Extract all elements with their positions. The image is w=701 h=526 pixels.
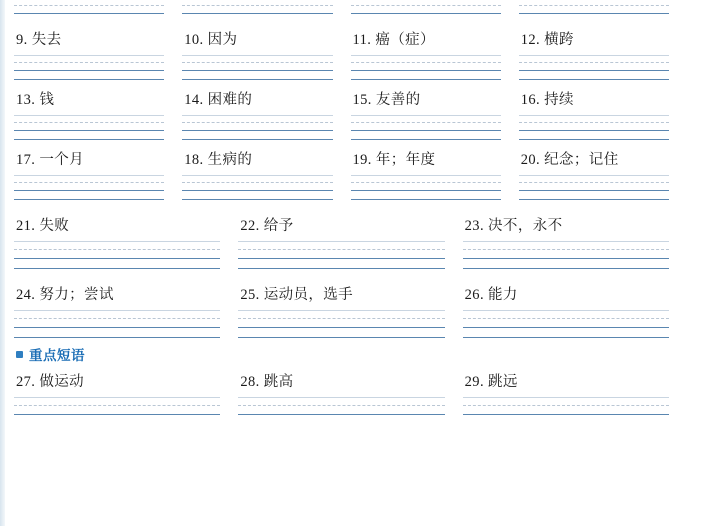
vocab-item-number: 17.	[16, 152, 36, 168]
vocab-item-number: 13.	[16, 92, 36, 108]
vocab-item-label	[519, 30, 677, 50]
vocab-item-number: 25.	[240, 287, 260, 303]
rule-line	[14, 13, 164, 14]
worksheet-row-partial	[14, 0, 687, 14]
writing-lines[interactable]	[14, 310, 228, 338]
vocab-item-word: 运动员，选手	[263, 287, 354, 303]
worksheet-cell	[351, 0, 519, 14]
worksheet-cell	[14, 285, 238, 338]
worksheet-cell	[351, 90, 519, 140]
vocab-item-number: 11.	[352, 32, 372, 48]
rule-line	[351, 199, 501, 200]
writing-lines[interactable]	[519, 55, 677, 80]
writing-lines[interactable]	[14, 397, 228, 415]
writing-lines[interactable]	[14, 175, 172, 200]
rule-line	[463, 337, 669, 338]
rule-line	[182, 199, 332, 200]
vocab-item-number: 9.	[16, 32, 28, 48]
worksheet-cell	[463, 372, 687, 415]
vocab-item-number: 16.	[520, 92, 541, 108]
rule-line	[14, 268, 220, 269]
vocab-item-number: 29.	[464, 374, 484, 390]
rule-line	[238, 414, 444, 415]
vocab-item-label	[351, 30, 509, 50]
writing-lines[interactable]	[182, 55, 340, 80]
worksheet-cell	[14, 216, 238, 269]
worksheet-cell	[351, 150, 519, 200]
rule-line	[238, 268, 444, 269]
vocab-item-label	[238, 285, 452, 305]
rule-line	[519, 139, 669, 140]
rule-line	[14, 199, 164, 200]
worksheet-cell	[14, 150, 182, 200]
worksheet-cell	[463, 216, 687, 269]
writing-lines[interactable]	[351, 175, 509, 200]
worksheet-cell	[14, 0, 182, 14]
rule-line	[14, 414, 220, 415]
vocab-item-label	[519, 150, 677, 170]
worksheet-cell	[351, 30, 519, 80]
rule-line	[14, 337, 220, 338]
worksheet-row	[14, 90, 687, 140]
writing-lines[interactable]	[351, 5, 509, 14]
vocab-item-number: 24.	[16, 287, 36, 303]
vocab-item-number: 18.	[184, 152, 204, 168]
vocab-item-number: 20.	[520, 152, 541, 168]
worksheet-row	[14, 216, 687, 269]
vocab-item-label	[182, 150, 340, 170]
vocab-item-word: 跳高	[263, 374, 294, 390]
worksheet-cell	[519, 0, 687, 14]
vocab-item-label	[182, 90, 340, 110]
writing-lines[interactable]	[519, 5, 677, 14]
writing-lines[interactable]	[519, 115, 677, 140]
vocab-item-label	[238, 372, 452, 392]
rule-line	[351, 79, 501, 80]
vocab-item-label	[14, 90, 172, 110]
vocab-item-word: 努力；尝试	[39, 287, 114, 303]
rule-line	[463, 268, 669, 269]
vocab-item-word: 做运动	[39, 374, 85, 390]
rule-line	[519, 199, 669, 200]
page-binding-edge	[0, 0, 5, 526]
writing-lines[interactable]	[182, 175, 340, 200]
vocab-item-number: 10.	[184, 32, 204, 48]
writing-lines[interactable]	[14, 5, 172, 14]
vocab-item-label	[14, 216, 228, 236]
rule-line	[351, 139, 501, 140]
worksheet-cell	[238, 216, 462, 269]
worksheet-row	[14, 30, 687, 80]
vocab-item-number: 27.	[16, 374, 36, 390]
rule-line	[519, 79, 669, 80]
vocab-item-label	[238, 216, 452, 236]
rule-line	[14, 139, 164, 140]
rule-line	[182, 139, 332, 140]
vocab-item-word: 跳远	[488, 374, 518, 390]
rule-line	[519, 13, 669, 14]
vocab-item-word: 年；年度	[375, 152, 436, 168]
worksheet-cell	[182, 0, 350, 14]
vocab-item-word: 困难的	[207, 92, 253, 108]
vocab-item-word: 纪念；记住	[544, 152, 619, 168]
vocab-item-number: 26.	[464, 287, 484, 303]
worksheet-cell	[14, 30, 182, 80]
vocab-item-word: 癌（症）	[375, 32, 435, 48]
worksheet-cell	[14, 372, 238, 415]
writing-lines[interactable]	[14, 55, 172, 80]
writing-lines[interactable]	[463, 310, 677, 338]
vocab-item-word: 决不，永不	[488, 218, 563, 234]
vocab-item-word: 生病的	[207, 152, 253, 168]
vocab-item-label	[182, 30, 340, 50]
vocab-item-label	[519, 90, 677, 110]
writing-lines[interactable]	[182, 5, 340, 14]
vocab-item-label	[351, 150, 509, 170]
worksheet-cell	[14, 90, 182, 140]
writing-lines[interactable]	[14, 115, 172, 140]
vocab-item-word: 持续	[544, 92, 574, 108]
rule-line	[182, 79, 332, 80]
rule-line	[182, 13, 332, 14]
vocab-item-word: 钱	[39, 92, 55, 108]
worksheet-cell	[519, 30, 687, 80]
rule-line	[463, 414, 669, 415]
rule-line	[14, 79, 164, 80]
vocab-item-word: 一个月	[39, 152, 85, 168]
worksheet-cell	[463, 285, 687, 338]
vocab-item-number: 22.	[240, 218, 260, 234]
vocab-item-label	[14, 150, 172, 170]
worksheet-row	[14, 150, 687, 200]
section-heading	[16, 344, 687, 364]
vocab-item-label	[14, 30, 172, 50]
vocab-item-number: 28.	[240, 374, 260, 390]
vocab-item-word: 失去	[31, 32, 62, 48]
vocab-item-number: 21.	[16, 218, 36, 234]
writing-lines[interactable]	[351, 55, 509, 80]
worksheet-row	[14, 285, 687, 338]
worksheet-cell	[182, 30, 350, 80]
writing-lines[interactable]	[182, 115, 340, 140]
worksheet-cell	[238, 372, 462, 415]
vocab-item-word: 友善的	[375, 92, 421, 108]
writing-lines[interactable]	[238, 397, 452, 415]
worksheet-cell	[182, 150, 350, 200]
writing-lines[interactable]	[238, 241, 452, 269]
rule-line	[351, 13, 501, 14]
writing-lines[interactable]	[463, 397, 677, 415]
writing-lines[interactable]	[238, 310, 452, 338]
vocab-item-word: 失败	[39, 218, 70, 234]
worksheet-cell	[182, 90, 350, 140]
vocab-item-word: 因为	[207, 32, 238, 48]
writing-lines[interactable]	[14, 241, 228, 269]
worksheet-row	[14, 372, 687, 415]
vocab-item-label	[463, 372, 677, 392]
vocab-item-number: 19.	[352, 152, 372, 168]
square-bullet-icon	[16, 351, 23, 358]
vocab-item-label	[14, 285, 228, 305]
vocab-item-word: 横跨	[544, 32, 574, 48]
vocab-item-number: 15.	[352, 92, 372, 108]
vocab-item-label	[14, 372, 228, 392]
vocab-item-number: 14.	[184, 92, 204, 108]
writing-lines[interactable]	[463, 241, 677, 269]
writing-lines[interactable]	[519, 175, 677, 200]
section-heading-label: 重点短语	[29, 348, 85, 363]
worksheet-cell	[519, 90, 687, 140]
rule-line	[238, 337, 444, 338]
vocab-item-word: 给予	[263, 218, 294, 234]
worksheet-cell	[519, 150, 687, 200]
writing-lines[interactable]	[351, 115, 509, 140]
vocab-item-number: 23.	[464, 218, 484, 234]
vocab-item-label	[463, 285, 677, 305]
vocab-item-label	[463, 216, 677, 236]
worksheet-cell	[238, 285, 462, 338]
vocab-item-word: 能力	[488, 287, 518, 303]
vocab-item-number: 12.	[520, 32, 541, 48]
vocab-item-label	[351, 90, 509, 110]
